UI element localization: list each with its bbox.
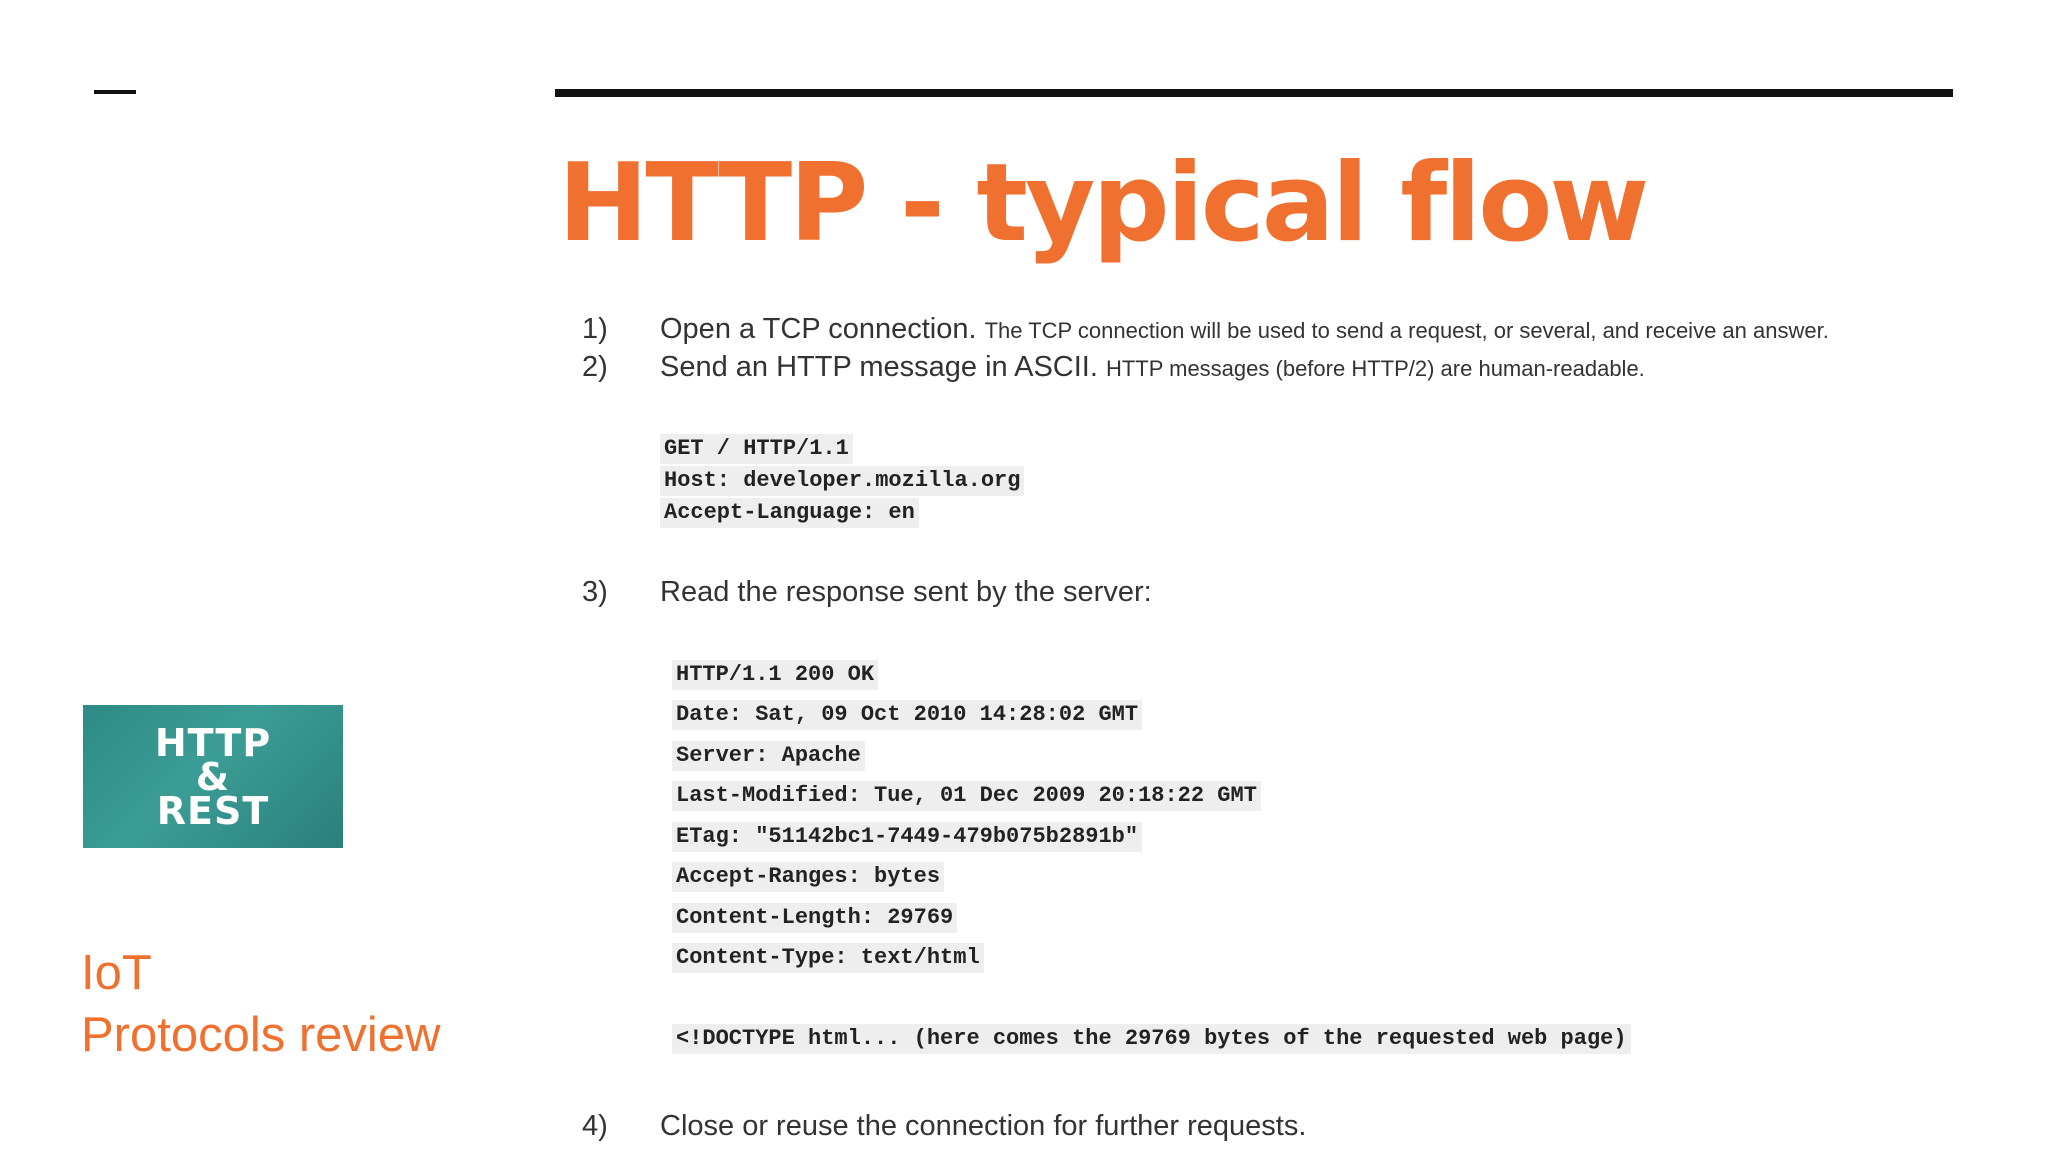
logo-line: HTTP bbox=[154, 720, 272, 765]
response-body-line: <!DOCTYPE html... (here comes the 29769 bytes of the requested web page) bbox=[672, 1024, 1631, 1054]
response-line: Date: Sat, 09 Oct 2010 14:28:02 GMT bbox=[672, 700, 1142, 730]
step-main: Open a TCP connection. bbox=[660, 313, 977, 345]
step-text bbox=[660, 315, 1829, 344]
response-line: Server: Apache bbox=[672, 741, 865, 771]
response-line: HTTP/1.1 200 OK bbox=[672, 660, 878, 690]
short-rule bbox=[94, 90, 136, 94]
response-line: Content-Length: 29769 bbox=[672, 903, 957, 933]
slide-title: HTTP - typical flow bbox=[558, 141, 1647, 266]
section-title bbox=[81, 942, 440, 1066]
response-line: ETag: "51142bc1-7449-479b075b2891b" bbox=[672, 822, 1142, 852]
request-line: Host: developer.mozilla.org bbox=[660, 466, 1024, 496]
title-rule bbox=[555, 89, 1953, 97]
step-number: 4) bbox=[582, 1110, 608, 1142]
logo-line: & bbox=[195, 754, 231, 799]
step-number: 2) bbox=[582, 351, 608, 383]
response-line: Accept-Ranges: bytes bbox=[672, 862, 944, 892]
request-line: Accept-Language: en bbox=[660, 498, 919, 528]
step-number: 1) bbox=[582, 313, 608, 345]
step-main: Send an HTTP message in ASCII. bbox=[660, 351, 1098, 383]
step-detail: The TCP connection will be used to send a request, or several, and receive an answer. bbox=[984, 318, 1829, 343]
step-number: 3) bbox=[582, 576, 608, 608]
step-detail: HTTP messages (before HTTP/2) are human-readable. bbox=[1105, 356, 1645, 381]
step-main: Read the response sent by the server: bbox=[660, 576, 1152, 608]
step-text bbox=[660, 353, 1645, 382]
http-rest-logo bbox=[83, 705, 343, 848]
response-line: Last-Modified: Tue, 01 Dec 2009 20:18:22 GMT bbox=[672, 781, 1261, 811]
section-title-line-1: IoT bbox=[81, 946, 152, 1000]
logo-line: REST bbox=[156, 788, 270, 833]
step-main: Close or reuse the connection for further requests. bbox=[660, 1110, 1307, 1142]
response-line: Content-Type: text/html bbox=[672, 943, 984, 973]
section-title-line-2: Protocols review bbox=[81, 1008, 441, 1062]
request-line: GET / HTTP/1.1 bbox=[660, 434, 853, 464]
